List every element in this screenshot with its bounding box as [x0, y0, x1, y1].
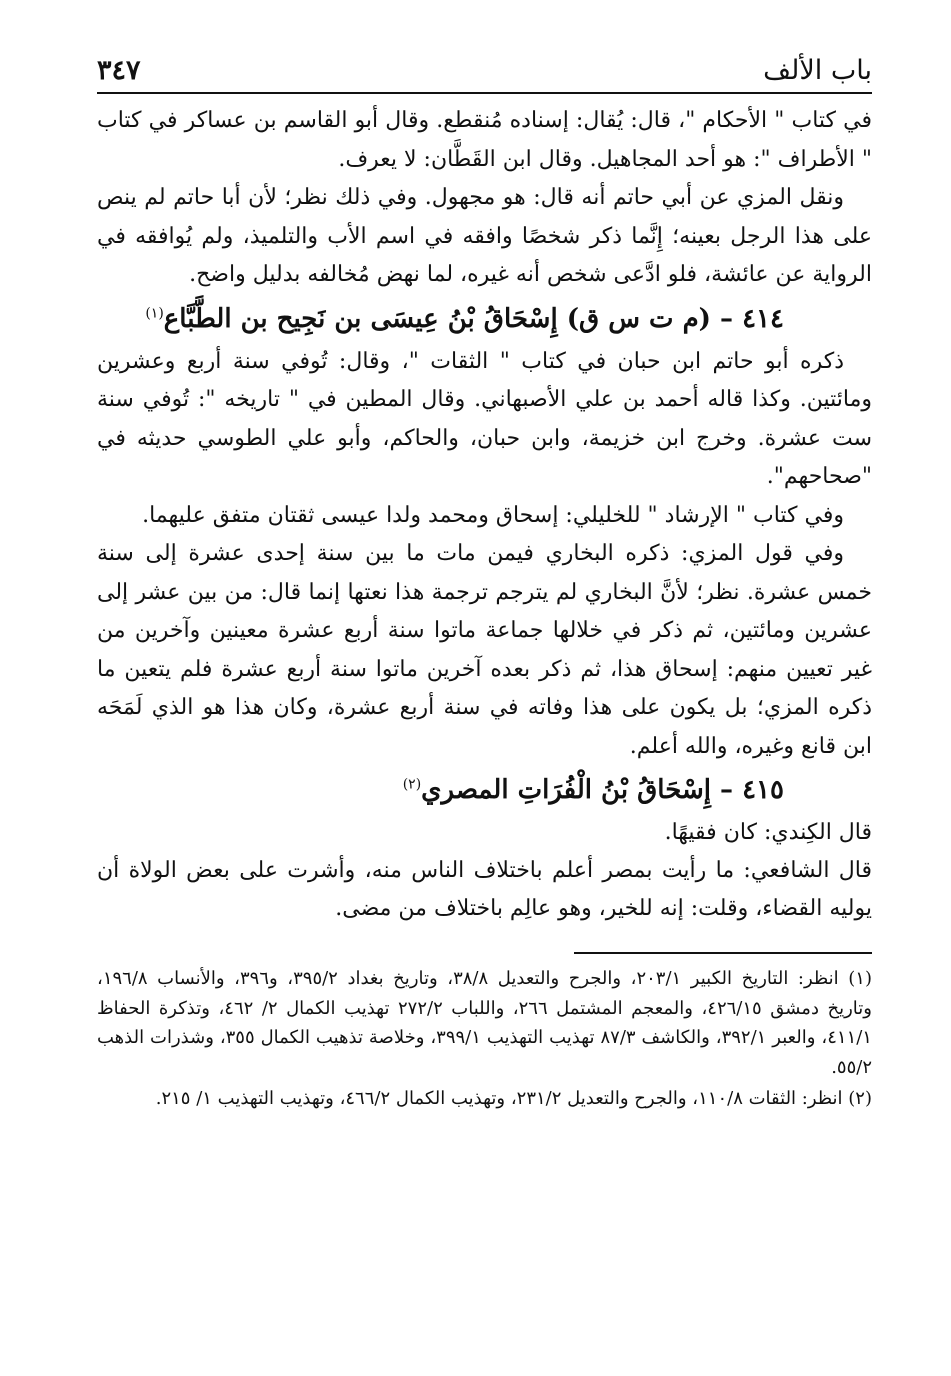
paragraph-2: ونقل المزي عن أبي حاتم أنه قال: هو مجهول. وفي ذلك نظر؛ لأن أبا حاتم لم ينص على هذا الرجل بعينه؛ إِنَّما ذكر شخصًا وافقه في اسم الأب والتلميذ، ولم يُوافقه في الرواية عن عائشة، فلو ادَّعى شخص أنه غيره، لما نهض مُخالفه بدليل واضح. [97, 185, 872, 287]
entry-heading-414-text: ٤١٤ – (م ت س ق) إِسْحَاقُ بْنُ عِيسَى بن نَجِيح بن الطَّبَّاع [163, 303, 784, 334]
paragraph-6: قال الكِندي: كان فقيهًا. [664, 820, 872, 845]
paragraph-5: وفي قول المزي: ذكره البخاري فيمن مات ما بين سنة إحدى عشرة إلى سنة خمس عشرة. نظر؛ لأنَّ البخاري لم يترجم ترجمة هذا نعتها إنما قال: من بين عشر إلى عشرين ومائتين، ثم ذكر في خلالها جماعة ماتوا سنة أربع عشرة معينين وآخرين من غير تعيين منهم: إسحاق هذا، ثم ذكر بعده آخرين ماتوا سنة أربع عشرة فلم يتعين ما ذكره المزي؛ بل يكون على هذا وفاته في سنة أربع عشرة، وكان هذا هو الذي لَمَحَه ابن قانع وغيره، والله أعلم. [97, 541, 872, 759]
entry-heading-415-text: ٤١٥ – إِسْحَاقُ بْنُ الْفُرَاتِ المصري [421, 775, 784, 805]
paragraph-4: وفي كتاب " الإرشاد " للخليلي: إسحاق ومحمد ولدا عيسى ثقتان متفق عليهما. [142, 502, 844, 528]
entry-heading-415 [97, 770, 872, 810]
paragraph-1: في كتاب " الأحكام "، قال: يُقال: إسناده مُنقطع. وقال أبو القاسم بن عساكر في كتاب " الأطراف ": هو أحد المجاهيل. وقال ابن القَطَّان: لا يعرف. [97, 108, 872, 172]
page-header [97, 52, 872, 94]
page-number: ٣٤٧ [97, 55, 141, 86]
paragraph-3: ذكره أبو حاتم ابن حبان في كتاب " الثقات "، وقال: تُوفي سنة أربع وعشرين ومائتين. وكذا قاله أحمد بن علي الأصبهاني. وقال المطين في " تاريخه ": تُوفي سنة ست عشرة. وخرج ابن خزيمة، وابن حبان، والحاكم، وأبو علي الطوسي حديثه في "صحاحهم". [97, 348, 872, 489]
entry-heading-414 [97, 299, 872, 339]
footnote-separator [574, 952, 872, 954]
footnote-2: (٢) انظر: الثقات ١١٠/٨، والجرح والتعديل ٢٣١/٢، وتهذيب الكمال ٤٦٦/٢، وتهذيب التهذيب ١/ ٢١٥. [155, 1088, 872, 1109]
footnote-ref-2: (٢) [402, 776, 422, 793]
main-text [97, 94, 872, 928]
running-title: باب الألف [763, 55, 872, 86]
footnote-ref-1: (١) [145, 304, 164, 321]
paragraph-7: قال الشافعي: ما رأيت بمصر أعلم باختلاف الناس منه، وأشرت على بعض الولاة أن يوليه القضاء، وقلت: إنه للخير، وهو عالِم باختلاف من مضى. [97, 858, 872, 921]
book-page [97, 52, 872, 1362]
footnote-1: (١) انظر: التاريخ الكبير ٢٠٣/١، والجرح والتعديل ٣٨/٨، وتاريخ بغداد ٣٩٥/٢، و٣٩٦، والأنساب ١٩٦/٨، وتاريخ دمشق ٤٢٦/١٥، والمعجم المشتمل ٢٦٦، واللباب ٢٧٢/٢ تهذيب الكمال ٢/ ٤٦٢، وتذكرة الحفاظ ٤١١/١، والعبر ٣٩٢/١، والكاشف ٨٧/٣ تهذيب التهذيب ٣٩٩/١، وخلاصة تذهيب الكمال ٣٥٥، وشذرات الذهب ٥٥/٢. [97, 968, 872, 1078]
footnotes [97, 964, 872, 1114]
